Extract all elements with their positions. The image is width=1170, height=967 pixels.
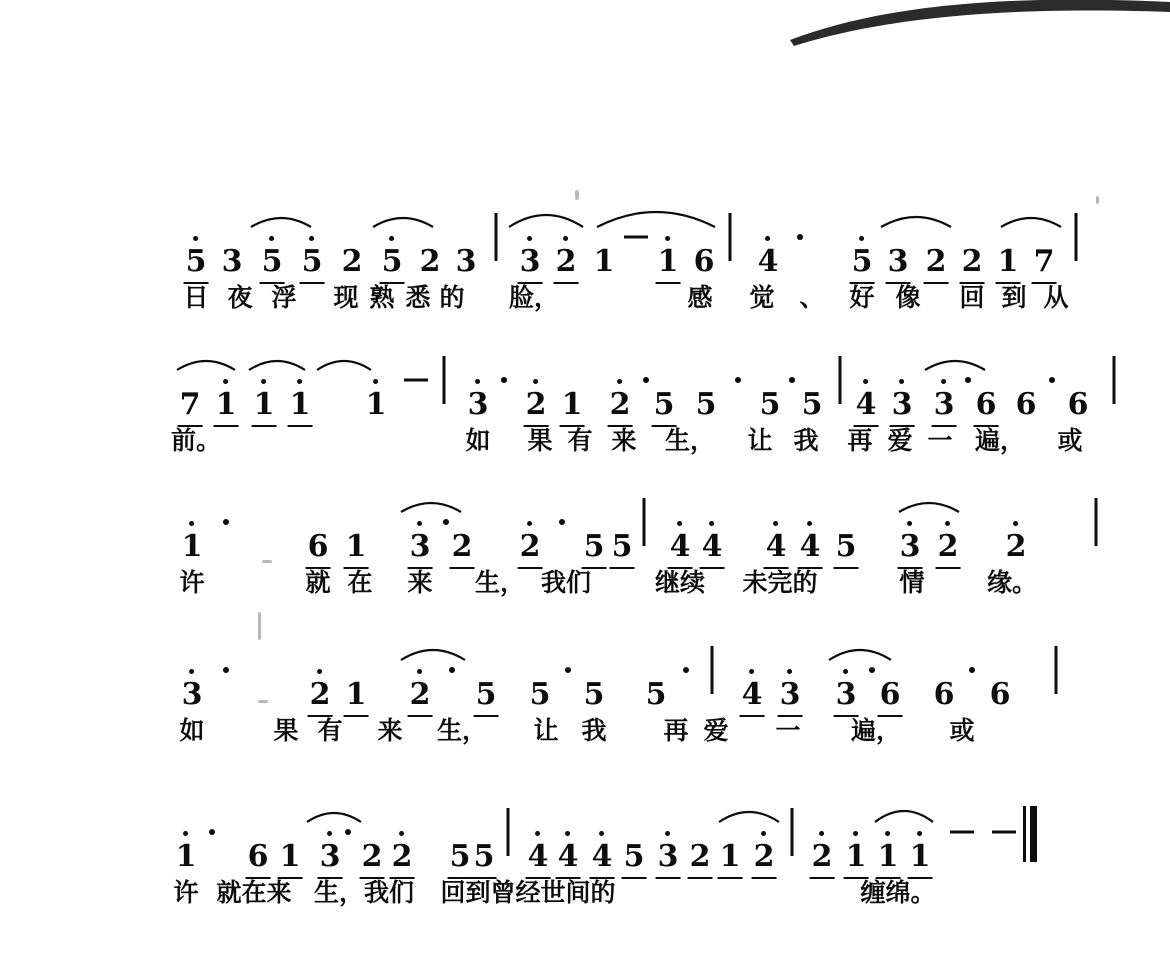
augmentation-dot	[969, 667, 975, 673]
note-number: 3	[900, 532, 921, 562]
note-number: 5	[529, 677, 551, 712]
note-number: 3	[468, 390, 489, 420]
octave-dot-high	[854, 831, 859, 836]
lyric-syllable: 来	[611, 426, 637, 455]
notation-row	[0, 810, 1170, 872]
note-number: 2	[310, 680, 331, 710]
barline	[1095, 498, 1098, 546]
note-number: 3	[520, 247, 541, 277]
note-number: 4	[856, 390, 877, 420]
lyric-syllable: 未完的	[742, 568, 818, 597]
slur-arc	[596, 199, 716, 229]
barline	[839, 356, 842, 404]
prolongation-dash	[624, 236, 648, 239]
note-number: 1	[593, 244, 615, 279]
lyric-syllable: 有	[567, 426, 593, 455]
note-number: 1	[346, 680, 367, 710]
augmentation-dot	[965, 377, 971, 383]
slur-arc	[828, 642, 892, 662]
augmentation-dot	[869, 667, 875, 673]
octave-dot-high	[534, 379, 539, 384]
lyric-syllable: 来	[377, 716, 403, 745]
octave-dot-high	[390, 236, 395, 241]
lyric-syllable: 再	[847, 426, 873, 455]
octave-dot-high	[860, 236, 865, 241]
lyric-syllable: 爱	[887, 426, 913, 455]
octave-dot-high	[194, 236, 199, 241]
lyric-syllable: 或	[949, 716, 975, 745]
slur-arc	[874, 802, 934, 824]
scan-speck	[1096, 196, 1099, 204]
slur-arc	[400, 642, 466, 662]
note-number: 2	[526, 390, 547, 420]
note-number: 4	[592, 842, 613, 872]
note-number: 5	[612, 532, 633, 562]
lyric-syllable: 许	[173, 878, 199, 907]
octave-dot-high	[788, 669, 793, 674]
lyric-syllable: 我	[581, 716, 607, 745]
octave-dot-high	[918, 831, 923, 836]
octave-dot-high	[190, 521, 195, 526]
octave-dot-high	[678, 521, 683, 526]
lyric-row	[0, 710, 1170, 750]
octave-dot-high	[864, 379, 869, 384]
octave-dot-high	[946, 521, 951, 526]
note-number: 2	[452, 532, 473, 562]
octave-dot-high	[844, 669, 849, 674]
note-number: 2	[938, 532, 959, 562]
barline	[791, 808, 794, 856]
barline	[729, 213, 732, 261]
lyric-syllable: 生，	[436, 716, 488, 745]
octave-dot-high	[318, 669, 323, 674]
note-number: 1	[998, 247, 1019, 277]
slur-arc	[508, 205, 584, 229]
note-number: 1	[910, 842, 931, 872]
octave-dot-high	[750, 669, 755, 674]
scan-speck	[575, 190, 579, 200]
note-number: 3	[182, 680, 203, 710]
note-number: 3	[455, 244, 477, 279]
note-number: 5	[695, 387, 717, 422]
lyric-syllable: 如	[465, 426, 491, 455]
note-number: 1	[290, 390, 311, 420]
note-number: 5	[624, 842, 645, 872]
slur-arc	[306, 806, 362, 824]
note-number: 6	[693, 244, 715, 279]
lyric-syllable: 遍，	[850, 716, 902, 745]
final-barline	[1023, 806, 1037, 862]
lyric-syllable: 在	[347, 568, 373, 597]
lyric-syllable: 许	[179, 568, 205, 597]
music-system	[0, 358, 1170, 460]
note-number: 3	[221, 244, 243, 279]
lyric-syllable: 有	[317, 716, 343, 745]
lyric-syllable: 前。	[170, 426, 222, 455]
note-number: 3	[888, 247, 909, 277]
lyric-syllable: 回	[959, 283, 985, 312]
slur-arc	[316, 354, 372, 372]
lyric-syllable: 觉	[749, 283, 775, 312]
music-system	[0, 648, 1170, 750]
note-number: 4	[766, 532, 787, 562]
note-number: 5	[852, 247, 873, 277]
prolongation-dash	[950, 831, 974, 834]
octave-dot-high	[536, 831, 541, 836]
barline	[643, 498, 646, 546]
augmentation-dot	[223, 667, 229, 673]
barline	[495, 213, 498, 261]
octave-dot-high	[1014, 521, 1019, 526]
augmentation-dot	[443, 519, 449, 525]
lyric-syllable: 继续	[654, 568, 706, 597]
note-number: 2	[690, 842, 711, 872]
note-number: 6	[976, 390, 997, 420]
augmentation-dot	[223, 519, 229, 525]
notation-row	[0, 500, 1170, 562]
note-number: 1	[846, 842, 867, 872]
lyric-syllable: 脸，	[508, 283, 560, 312]
lyric-syllable: 缠绵。	[860, 878, 936, 907]
lyric-syllable: 让	[533, 716, 559, 745]
slur-arc	[400, 496, 462, 514]
lyric-syllable: 的	[439, 283, 465, 312]
octave-dot-high	[710, 521, 715, 526]
lyric-row	[0, 562, 1170, 602]
lyric-syllable: 浮	[271, 283, 297, 312]
lyric-syllable: 我	[793, 426, 819, 455]
barline	[507, 808, 510, 856]
note-number: 6	[989, 677, 1011, 712]
octave-dot-high	[666, 236, 671, 241]
slur-arc	[1000, 211, 1062, 229]
lyric-syllable: 就在来	[216, 878, 292, 907]
octave-dot-high	[528, 521, 533, 526]
octave-dot-high	[400, 831, 405, 836]
note-number: 3	[658, 842, 679, 872]
note-number: 1	[878, 842, 899, 872]
augmentation-dot	[565, 667, 571, 673]
note-number: 4	[558, 842, 579, 872]
lyric-syllable: 如	[179, 716, 205, 745]
slur-arc	[248, 354, 306, 372]
note-number: 5	[801, 387, 823, 422]
note-number: 5	[476, 680, 497, 710]
note-number: 5	[584, 532, 605, 562]
note-number: 6	[933, 677, 955, 712]
note-number: 5	[186, 247, 207, 277]
note-number: 1	[346, 532, 367, 562]
note-number: 2	[419, 244, 441, 279]
note-number: 5	[836, 532, 857, 562]
scan-speck	[258, 612, 261, 640]
notation-row	[0, 358, 1170, 420]
note-number: 4	[758, 247, 779, 277]
octave-dot-high	[418, 669, 423, 674]
prolongation-dash	[992, 831, 1016, 834]
note-number: 3	[892, 390, 913, 420]
note-number: 5	[645, 677, 667, 712]
augmentation-dot	[209, 829, 215, 835]
lyric-syllable: 果	[273, 716, 299, 745]
note-number: 1	[280, 842, 301, 872]
octave-dot-high	[262, 379, 267, 384]
note-number: 6	[1067, 387, 1089, 422]
lyric-syllable: 从	[1043, 283, 1069, 312]
note-number: 2	[926, 247, 947, 277]
lyric-syllable: 再	[663, 716, 689, 745]
scan-speck	[262, 560, 272, 563]
lyric-syllable: 来	[407, 568, 433, 597]
note-number: 5	[583, 677, 605, 712]
octave-dot-high	[270, 236, 275, 241]
note-number: 1	[216, 390, 237, 420]
note-number: 6	[880, 680, 901, 710]
lyric-syllable: 一	[775, 716, 801, 745]
octave-dot-high	[820, 831, 825, 836]
lyric-syllable: 悉	[405, 283, 431, 312]
slur-arc	[250, 211, 312, 229]
lyric-syllable: 夜	[227, 283, 253, 312]
lyric-row	[0, 420, 1170, 460]
augmentation-dot	[643, 377, 649, 383]
note-number: 2	[362, 842, 383, 872]
note-number: 4	[702, 532, 723, 562]
note-number: 5	[302, 247, 323, 277]
lyric-syllable: 日	[183, 283, 209, 312]
barline	[1055, 646, 1058, 694]
lyric-syllable: 生，	[474, 568, 526, 597]
music-system	[0, 810, 1170, 912]
note-number: 5	[759, 387, 781, 422]
note-number: 4	[800, 532, 821, 562]
octave-dot-high	[566, 831, 571, 836]
lyric-syllable: 让	[747, 426, 773, 455]
note-number: 2	[392, 842, 413, 872]
lyric-syllable: 一	[927, 426, 953, 455]
octave-dot-high	[766, 236, 771, 241]
note-number: 2	[341, 244, 363, 279]
augmentation-dot	[683, 667, 689, 673]
octave-dot-high	[808, 521, 813, 526]
lyric-syllable: 遍，	[974, 426, 1026, 455]
augmentation-dot	[501, 377, 507, 383]
octave-dot-high	[374, 379, 379, 384]
note-number: 3	[320, 842, 341, 872]
note-number: 6	[1015, 387, 1037, 422]
augmentation-dot	[735, 377, 741, 383]
barline	[711, 646, 714, 694]
note-number: 3	[934, 390, 955, 420]
note-number: 2	[754, 842, 775, 872]
note-number: 2	[1006, 532, 1027, 562]
octave-dot-high	[190, 669, 195, 674]
lyric-syllable: 就	[305, 568, 331, 597]
octave-dot-high	[942, 379, 947, 384]
note-number: 1	[562, 390, 583, 420]
octave-dot-high	[600, 831, 605, 836]
note-number: 3	[410, 532, 431, 562]
note-number: 1	[366, 390, 387, 420]
note-number: 7	[180, 390, 201, 420]
octave-dot-high	[418, 521, 423, 526]
octave-dot-high	[908, 521, 913, 526]
lyric-syllable: 回到曾经世间的	[440, 878, 616, 907]
lyric-syllable: 到	[1001, 283, 1027, 312]
slur-arc	[880, 209, 952, 229]
prolongation-dash	[404, 379, 428, 382]
lyric-syllable: 、	[799, 283, 825, 312]
scan-speck	[258, 700, 268, 703]
octave-dot-high	[528, 236, 533, 241]
note-number: 2	[812, 842, 833, 872]
octave-dot-high	[762, 831, 767, 836]
lyric-syllable: 生，我们	[313, 878, 415, 907]
note-number: 7	[1034, 247, 1055, 277]
lyric-syllable: 果	[527, 426, 553, 455]
note-number: 4	[528, 842, 549, 872]
slur-arc	[176, 354, 236, 372]
note-number: 2	[610, 390, 631, 420]
notation-row	[0, 215, 1170, 277]
slur-arc	[372, 211, 434, 229]
note-number: 2	[556, 247, 577, 277]
note-number: 6	[248, 842, 269, 872]
lyric-syllable: 像	[895, 283, 921, 312]
octave-dot-high	[184, 831, 189, 836]
augmentation-dot	[797, 234, 803, 240]
note-number: 1	[658, 247, 679, 277]
octave-dot-high	[328, 831, 333, 836]
octave-dot-high	[666, 831, 671, 836]
octave-dot-high	[310, 236, 315, 241]
augmentation-dot	[449, 667, 455, 673]
octave-dot-high	[298, 379, 303, 384]
music-system	[0, 500, 1170, 602]
lyric-syllable: 生，	[664, 426, 716, 455]
note-number: 5	[382, 247, 403, 277]
note-number: 4	[670, 532, 691, 562]
octave-dot-high	[886, 831, 891, 836]
slur-arc	[898, 496, 960, 514]
augmentation-dot	[345, 829, 351, 835]
octave-dot-high	[618, 379, 623, 384]
lyric-syllable: 感	[687, 283, 713, 312]
octave-dot-high	[774, 521, 779, 526]
note-number: 2	[410, 680, 431, 710]
music-system	[0, 215, 1170, 317]
octave-dot-high	[564, 236, 569, 241]
octave-dot-high	[224, 379, 229, 384]
note-number: 1	[176, 842, 197, 872]
lyric-row	[0, 277, 1170, 317]
note-number: 5	[262, 247, 283, 277]
lyric-syllable: 缘。	[986, 568, 1038, 597]
barline	[1113, 356, 1116, 404]
octave-dot-high	[476, 379, 481, 384]
lyric-syllable: 熟	[369, 283, 395, 312]
note-number: 5	[474, 842, 495, 872]
lyric-syllable: 好	[849, 283, 875, 312]
note-number: 3	[836, 680, 857, 710]
note-number: 2	[520, 532, 541, 562]
note-number: 6	[308, 532, 329, 562]
note-number: 5	[450, 842, 471, 872]
augmentation-dot	[789, 377, 795, 383]
lyric-syllable: 现	[333, 283, 359, 312]
note-number: 1	[254, 390, 275, 420]
slur-arc	[924, 354, 986, 372]
lyric-syllable: 或	[1057, 426, 1083, 455]
note-number: 4	[742, 680, 763, 710]
augmentation-dot	[559, 519, 565, 525]
octave-dot-high	[900, 379, 905, 384]
scan-curve-artifact	[790, 0, 1170, 46]
lyric-syllable: 我们	[540, 568, 592, 597]
note-number: 3	[780, 680, 801, 710]
lyric-row	[0, 872, 1170, 912]
barline	[443, 356, 446, 404]
note-number: 1	[182, 532, 203, 562]
note-number: 2	[962, 247, 983, 277]
note-number: 1	[720, 842, 741, 872]
slur-arc	[718, 804, 780, 824]
lyric-syllable: 情	[899, 568, 925, 597]
augmentation-dot	[1049, 377, 1055, 383]
barline	[1075, 213, 1078, 261]
lyric-syllable: 爱	[703, 716, 729, 745]
note-number: 5	[654, 390, 675, 420]
notation-row	[0, 648, 1170, 710]
